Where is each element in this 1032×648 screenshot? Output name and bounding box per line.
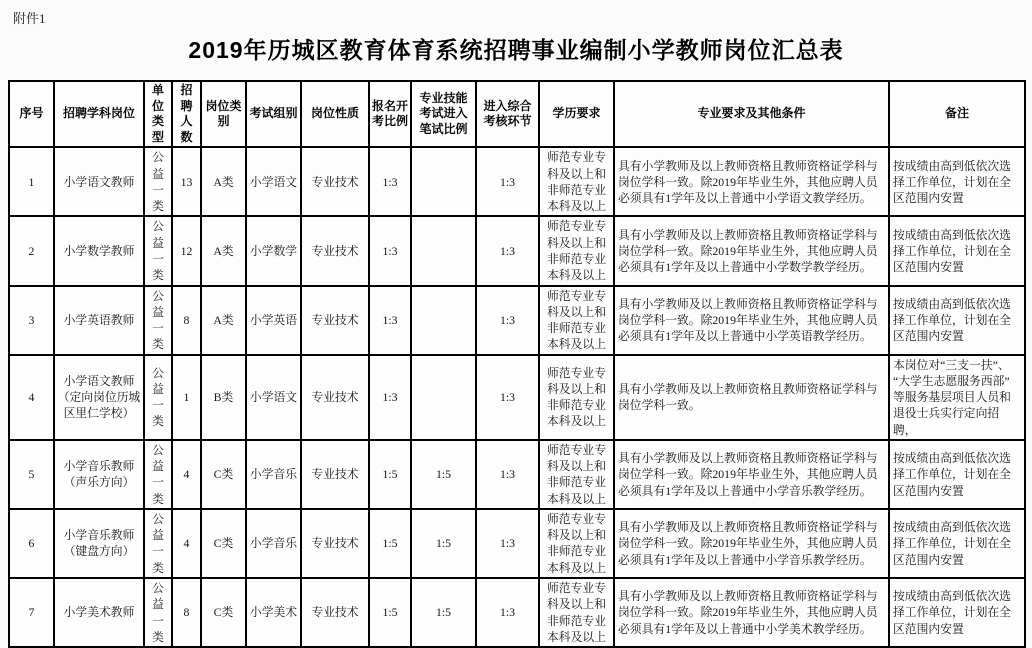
table-cell: 小学音乐 bbox=[246, 440, 301, 509]
table-cell: 1:5 bbox=[369, 440, 411, 509]
table-cell: 13 bbox=[172, 147, 201, 216]
table-cell: 专业技术 bbox=[301, 216, 369, 285]
table-cell: 小学英语教师 bbox=[54, 286, 144, 355]
table-cell: 8 bbox=[172, 286, 201, 355]
table-cell: 4 bbox=[172, 509, 201, 578]
col-header-1: 序号 bbox=[9, 81, 54, 147]
table-cell: 小学音乐教师（声乐方向） bbox=[54, 440, 144, 509]
table-cell: 按成绩由高到低依次选择工作单位，计划在全区范围内安置 bbox=[889, 286, 1025, 355]
table-row bbox=[9, 355, 1025, 440]
table-cell: 1 bbox=[9, 147, 54, 216]
table-cell: 公益一类 bbox=[144, 578, 172, 647]
table-cell: 师范专业专科及以上和非师范专业本科及以上 bbox=[539, 578, 614, 647]
table-cell: 小学音乐 bbox=[246, 509, 301, 578]
table-cell: 4 bbox=[9, 355, 54, 440]
table-cell: A类 bbox=[201, 147, 246, 216]
table-cell bbox=[411, 216, 476, 285]
table-cell: 师范专业专科及以上和非师范专业本科及以上 bbox=[539, 509, 614, 578]
table-cell: 1:5 bbox=[369, 578, 411, 647]
table-cell: 按成绩由高到低依次选择工作单位，计划在全区范围内安置 bbox=[889, 216, 1025, 285]
table-row bbox=[9, 216, 1025, 285]
table-cell: 1:3 bbox=[369, 286, 411, 355]
table-cell bbox=[411, 286, 476, 355]
table-cell: 师范专业专科及以上和非师范专业本科及以上 bbox=[539, 147, 614, 216]
positions-table bbox=[8, 80, 1026, 648]
table-cell: 小学美术 bbox=[246, 578, 301, 647]
table-cell bbox=[411, 147, 476, 216]
table-cell: 小学英语 bbox=[246, 286, 301, 355]
table-cell: 小学语文教师 bbox=[54, 147, 144, 216]
table-cell: 1:5 bbox=[411, 578, 476, 647]
table-cell: B类 bbox=[201, 355, 246, 440]
col-header-13: 备注 bbox=[889, 81, 1025, 147]
table-row bbox=[9, 578, 1025, 647]
attachment-label: 附件1 bbox=[13, 11, 46, 26]
table-cell: C类 bbox=[201, 440, 246, 509]
table-cell: 7 bbox=[9, 578, 54, 647]
table-cell: 按成绩由高到低依次选择工作单位，计划在全区范围内安置 bbox=[889, 509, 1025, 578]
table-cell: 2 bbox=[9, 216, 54, 285]
table-cell: 1:3 bbox=[476, 355, 539, 440]
table-cell: 本岗位对“三支一扶”、“大学生志愿服务西部”等服务基层项目人员和退役士兵实行定向招聘， bbox=[889, 355, 1025, 440]
table-cell: 1:3 bbox=[476, 578, 539, 647]
table-cell: 12 bbox=[172, 216, 201, 285]
table-cell: C类 bbox=[201, 578, 246, 647]
table-cell: 按成绩由高到低依次选择工作单位，计划在全区范围内安置 bbox=[889, 578, 1025, 647]
table-cell: 小学数学教师 bbox=[54, 216, 144, 285]
table-cell: 具有小学教师及以上教师资格且教师资格证学科与岗位学科一致。除2019年毕业生外，其他应聘人员必须具有1学年及以上普通中小学数学教学经历。 bbox=[614, 216, 889, 285]
table-cell: 1:3 bbox=[369, 216, 411, 285]
table-cell: 具有小学教师及以上教师资格且教师资格证学科与岗位学科一致。除2019年毕业生外，其他应聘人员必须具有1学年及以上普通中小学语文教学经历。 bbox=[614, 147, 889, 216]
table-cell: 专业技术 bbox=[301, 286, 369, 355]
table-cell: 1:5 bbox=[369, 509, 411, 578]
table-cell: 师范专业专科及以上和非师范专业本科及以上 bbox=[539, 286, 614, 355]
table-cell: 1 bbox=[172, 355, 201, 440]
table-cell: 公益一类 bbox=[144, 286, 172, 355]
table-cell: 具有小学教师及以上教师资格且教师资格证学科与岗位学科一致。除2019年毕业生外，其他应聘人员必须具有1学年及以上普通中小学美术教学经历。 bbox=[614, 578, 889, 647]
table-cell: 小学语文 bbox=[246, 355, 301, 440]
table-cell: A类 bbox=[201, 286, 246, 355]
col-header-3: 单位类型 bbox=[144, 81, 172, 147]
table-cell: 8 bbox=[172, 578, 201, 647]
col-header-8: 报名开考比例 bbox=[369, 81, 411, 147]
table-cell: 师范专业专科及以上和非师范专业本科及以上 bbox=[539, 216, 614, 285]
table-cell: 1:3 bbox=[369, 147, 411, 216]
table-cell: 公益一类 bbox=[144, 216, 172, 285]
table-row bbox=[9, 509, 1025, 578]
table-cell: 1:5 bbox=[411, 440, 476, 509]
table-cell: 3 bbox=[9, 286, 54, 355]
col-header-2: 招聘学科岗位 bbox=[54, 81, 144, 147]
table-cell: 1:3 bbox=[476, 440, 539, 509]
table-header bbox=[9, 81, 1025, 147]
table-cell: 6 bbox=[9, 509, 54, 578]
table-cell: 小学美术教师 bbox=[54, 578, 144, 647]
table-cell: 具有小学教师及以上教师资格且教师资格证学科与岗位学科一致。除2019年毕业生外，其他应聘人员必须具有1学年及以上普通中小学音乐教学经历。 bbox=[614, 509, 889, 578]
table-cell: 1:3 bbox=[369, 355, 411, 440]
col-header-6: 考试组别 bbox=[246, 81, 301, 147]
table-cell: 按成绩由高到低依次选择工作单位，计划在全区范围内安置 bbox=[889, 147, 1025, 216]
table-cell: 专业技术 bbox=[301, 440, 369, 509]
table-cell: 4 bbox=[172, 440, 201, 509]
table-cell: 公益一类 bbox=[144, 440, 172, 509]
col-header-9: 专业技能考试进入笔试比例 bbox=[411, 81, 476, 147]
col-header-10: 进入综合考核环节 bbox=[476, 81, 539, 147]
table-cell: 按成绩由高到低依次选择工作单位，计划在全区范围内安置 bbox=[889, 440, 1025, 509]
table-cell: 小学语文 bbox=[246, 147, 301, 216]
table-cell: 小学数学 bbox=[246, 216, 301, 285]
table-row bbox=[9, 440, 1025, 509]
table-cell: A类 bbox=[201, 216, 246, 285]
table-cell: 师范专业专科及以上和非师范专业本科及以上 bbox=[539, 355, 614, 440]
table-cell: 专业技术 bbox=[301, 147, 369, 216]
table-cell: 公益一类 bbox=[144, 509, 172, 578]
col-header-7: 岗位性质 bbox=[301, 81, 369, 147]
table-body bbox=[9, 147, 1025, 647]
table-cell: 1:3 bbox=[476, 147, 539, 216]
table-cell: 专业技术 bbox=[301, 578, 369, 647]
col-header-4: 招聘人数 bbox=[172, 81, 201, 147]
table-row bbox=[9, 147, 1025, 216]
table-cell: 1:3 bbox=[476, 286, 539, 355]
table-cell bbox=[411, 355, 476, 440]
table-cell: 5 bbox=[9, 440, 54, 509]
table-cell: 1:3 bbox=[476, 509, 539, 578]
col-header-5: 岗位类别 bbox=[201, 81, 246, 147]
page-title: 2019年历城区教育体育系统招聘事业编制小学教师岗位汇总表 bbox=[188, 37, 844, 63]
col-header-11: 学历要求 bbox=[539, 81, 614, 147]
table-header-row bbox=[9, 81, 1025, 147]
table-cell: 小学音乐教师（键盘方向） bbox=[54, 509, 144, 578]
table-cell: 师范专业专科及以上和非师范专业本科及以上 bbox=[539, 440, 614, 509]
table-cell: 公益一类 bbox=[144, 147, 172, 216]
table-row bbox=[9, 286, 1025, 355]
table-cell: 公益一类 bbox=[144, 355, 172, 440]
table-cell: 专业技术 bbox=[301, 355, 369, 440]
table-cell: 具有小学教师及以上教师资格且教师资格证学科与岗位学科一致。 bbox=[614, 355, 889, 440]
table-cell: 小学语文教师（定向岗位历城区里仁学校） bbox=[54, 355, 144, 440]
table-cell: C类 bbox=[201, 509, 246, 578]
table-cell: 1:3 bbox=[476, 216, 539, 285]
table-cell: 1:5 bbox=[411, 509, 476, 578]
table-cell: 具有小学教师及以上教师资格且教师资格证学科与岗位学科一致。除2019年毕业生外，其他应聘人员必须具有1学年及以上普通中小学英语教学经历。 bbox=[614, 286, 889, 355]
table-cell: 具有小学教师及以上教师资格且教师资格证学科与岗位学科一致。除2019年毕业生外，其他应聘人员必须具有1学年及以上普通中小学音乐教学经历。 bbox=[614, 440, 889, 509]
col-header-12: 专业要求及其他条件 bbox=[614, 81, 889, 147]
table-cell: 专业技术 bbox=[301, 509, 369, 578]
